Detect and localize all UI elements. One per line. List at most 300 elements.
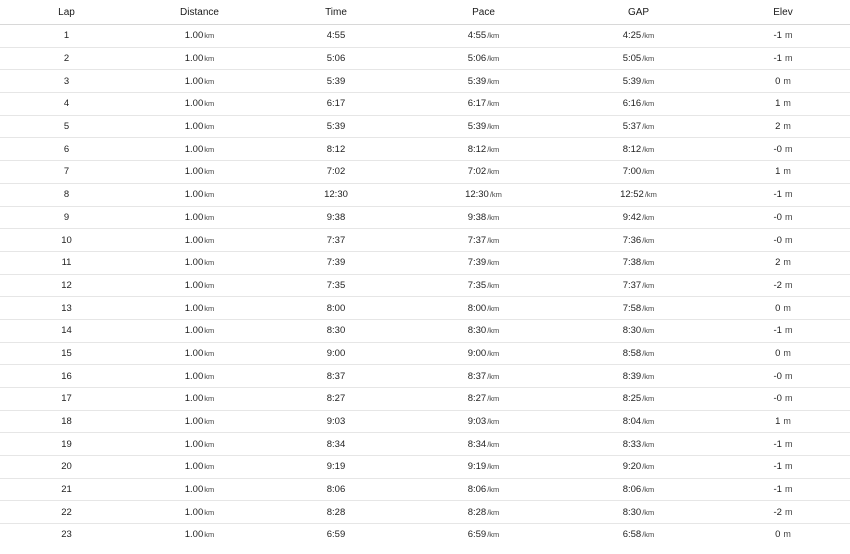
- time-cell-value: 7:35: [326, 279, 346, 291]
- gap-cell: [561, 524, 716, 546]
- lap-cell: [0, 138, 133, 161]
- lap-cell: [0, 433, 133, 456]
- lap-cell-value: 3: [63, 75, 70, 87]
- distance-cell-unit: km: [204, 99, 215, 109]
- distance-cell: [133, 524, 266, 546]
- gap-cell-value: 8:04: [622, 416, 642, 428]
- distance-cell-unit: km: [204, 258, 215, 268]
- time-cell: [266, 183, 406, 206]
- gap-cell-value: 7:58: [622, 302, 642, 314]
- time-cell: [266, 274, 406, 297]
- pace-cell-unit: /km: [487, 212, 500, 222]
- time-cell: [266, 388, 406, 411]
- pace-cell: [406, 274, 561, 297]
- elev-cell-value: 1: [775, 416, 781, 428]
- time-cell: [266, 206, 406, 229]
- distance-cell-value: 1.00: [184, 347, 204, 359]
- elev-cell: [716, 410, 850, 433]
- lap-cell-value: 11: [61, 257, 72, 269]
- pace-cell: [406, 319, 561, 342]
- distance-cell: [133, 138, 266, 161]
- time-cell: [266, 342, 406, 365]
- lap-cell: [0, 47, 133, 70]
- distance-cell-unit: km: [204, 439, 215, 449]
- distance-cell-value: 1.00: [184, 506, 204, 518]
- pace-cell-unit: /km: [487, 280, 500, 290]
- elev-cell-unit: m: [783, 98, 791, 109]
- distance-cell: [133, 183, 266, 206]
- elev-cell-unit: m: [784, 143, 793, 154]
- header-gap[interactable]: GAP: [561, 0, 716, 25]
- elev-cell-value: 0: [775, 302, 781, 314]
- distance-cell-unit: km: [204, 190, 215, 200]
- lap-cell: [0, 388, 133, 411]
- pace-cell-unit: /km: [489, 190, 502, 200]
- table-row: [0, 456, 850, 479]
- distance-cell-value: 1.00: [184, 143, 204, 155]
- distance-cell-unit: km: [204, 122, 215, 132]
- time-cell-value: 8:00: [326, 302, 346, 314]
- time-cell-value: 6:17: [326, 98, 346, 110]
- gap-cell-unit: /km: [644, 190, 657, 200]
- distance-cell: [133, 70, 266, 93]
- time-cell-value: 6:59: [326, 529, 346, 541]
- pace-cell-unit: /km: [487, 507, 500, 517]
- elev-cell: [716, 25, 850, 48]
- lap-cell-value: 13: [61, 302, 72, 314]
- distance-cell-unit: km: [204, 76, 215, 86]
- table-row: [0, 47, 850, 70]
- distance-cell: [133, 410, 266, 433]
- time-cell: [266, 297, 406, 320]
- gap-cell: [561, 93, 716, 116]
- gap-cell-value: 9:20: [622, 461, 642, 473]
- gap-cell-unit: /km: [642, 417, 655, 427]
- gap-cell: [561, 25, 716, 48]
- pace-cell-value: 8:28: [467, 506, 487, 518]
- elev-cell: [716, 388, 850, 411]
- gap-cell-value: 7:37: [622, 279, 642, 291]
- elev-cell-unit: m: [784, 370, 793, 381]
- pace-cell-unit: /km: [487, 371, 500, 381]
- time-cell-value: 8:37: [326, 370, 346, 382]
- gap-cell-unit: /km: [642, 122, 655, 132]
- distance-cell-unit: km: [204, 303, 215, 313]
- time-cell: [266, 365, 406, 388]
- distance-cell-unit: km: [204, 462, 215, 472]
- lap-cell-value: 6: [63, 143, 70, 155]
- distance-cell-value: 1.00: [184, 529, 204, 541]
- pace-cell-unit: /km: [487, 530, 500, 540]
- pace-cell-value: 8:37: [467, 370, 487, 382]
- distance-cell-value: 1.00: [184, 416, 204, 428]
- elev-cell-value: -0: [773, 143, 782, 155]
- distance-cell: [133, 251, 266, 274]
- table-row: [0, 297, 850, 320]
- gap-cell-unit: /km: [642, 144, 655, 154]
- pace-cell: [406, 161, 561, 184]
- distance-cell: [133, 342, 266, 365]
- pace-cell-value: 9:03: [467, 416, 487, 428]
- time-cell: [266, 501, 406, 524]
- distance-cell-unit: km: [204, 530, 215, 540]
- distance-cell-unit: km: [204, 348, 215, 358]
- gap-cell-value: 8:25: [622, 393, 642, 405]
- elev-cell-value: -1: [773, 325, 782, 337]
- elev-cell: [716, 251, 850, 274]
- elev-cell-unit: m: [784, 484, 793, 495]
- distance-cell: [133, 319, 266, 342]
- time-cell: [266, 93, 406, 116]
- distance-cell: [133, 297, 266, 320]
- table-row: [0, 138, 850, 161]
- gap-cell-unit: /km: [642, 54, 655, 64]
- header-lap[interactable]: Lap: [0, 0, 133, 25]
- gap-cell-value: 7:36: [622, 234, 642, 246]
- distance-cell-unit: km: [204, 235, 215, 245]
- distance-cell-value: 1.00: [184, 75, 204, 87]
- elev-cell-value: -1: [773, 461, 782, 473]
- pace-cell-value: 5:39: [467, 121, 487, 133]
- elev-cell-unit: m: [783, 302, 791, 313]
- gap-cell-unit: /km: [642, 371, 655, 381]
- gap-cell: [561, 410, 716, 433]
- pace-cell-unit: /km: [487, 417, 500, 427]
- elev-cell-unit: m: [783, 121, 791, 132]
- table-row: [0, 524, 850, 546]
- elev-cell: [716, 229, 850, 252]
- table-row: [0, 161, 850, 184]
- gap-cell: [561, 274, 716, 297]
- gap-cell: [561, 161, 716, 184]
- elev-cell-value: -0: [773, 370, 782, 382]
- distance-cell-value: 1.00: [184, 234, 204, 246]
- distance-cell-value: 1.00: [184, 279, 204, 291]
- lap-cell: [0, 251, 133, 274]
- distance-cell-unit: km: [204, 31, 215, 41]
- header-time[interactable]: Time: [266, 0, 406, 25]
- gap-cell: [561, 365, 716, 388]
- elev-cell-unit: m: [783, 75, 791, 86]
- gap-cell-value: 8:39: [622, 370, 642, 382]
- elev-cell-unit: m: [784, 393, 793, 404]
- table-row: [0, 388, 850, 411]
- pace-cell-unit: /km: [487, 348, 500, 358]
- table-row: [0, 93, 850, 116]
- gap-cell-value: 4:25: [622, 30, 642, 42]
- elev-cell-value: -2: [773, 279, 782, 291]
- distance-cell-value: 1.00: [184, 30, 204, 42]
- time-cell: [266, 25, 406, 48]
- elev-cell-unit: m: [783, 257, 791, 268]
- header-elev[interactable]: Elev: [716, 0, 850, 25]
- elev-cell-value: -1: [773, 53, 782, 65]
- lap-cell-value: 17: [61, 393, 72, 405]
- gap-cell-unit: /km: [642, 348, 655, 358]
- pace-cell: [406, 501, 561, 524]
- distance-cell-unit: km: [204, 212, 215, 222]
- lap-cell-value: 7: [63, 166, 70, 178]
- elev-cell-value: -1: [773, 484, 782, 496]
- elev-cell: [716, 365, 850, 388]
- gap-cell-value: 8:06: [622, 484, 642, 496]
- lap-cell: [0, 456, 133, 479]
- pace-cell-unit: /km: [487, 122, 500, 132]
- time-cell: [266, 229, 406, 252]
- elev-cell-value: 0: [775, 529, 781, 541]
- gap-cell-value: 9:42: [622, 211, 642, 223]
- lap-cell: [0, 410, 133, 433]
- header-pace[interactable]: Pace: [406, 0, 561, 25]
- time-cell-value: 8:34: [326, 438, 346, 450]
- elev-cell-unit: m: [783, 416, 791, 427]
- lap-cell: [0, 501, 133, 524]
- gap-cell-unit: /km: [642, 326, 655, 336]
- distance-cell: [133, 161, 266, 184]
- pace-cell-value: 6:59: [467, 529, 487, 541]
- elev-cell-value: 0: [775, 75, 781, 87]
- distance-cell-value: 1.00: [184, 98, 204, 110]
- gap-cell-unit: /km: [642, 280, 655, 290]
- time-cell-value: 9:38: [326, 211, 346, 223]
- elev-cell-unit: m: [784, 279, 793, 290]
- distance-cell-value: 1.00: [184, 461, 204, 473]
- distance-cell-unit: km: [204, 280, 215, 290]
- elev-cell-unit: m: [784, 211, 793, 222]
- elev-cell-value: -1: [773, 438, 782, 450]
- pace-cell-unit: /km: [487, 144, 500, 154]
- lap-cell: [0, 70, 133, 93]
- time-cell: [266, 161, 406, 184]
- time-cell-value: 5:39: [326, 75, 346, 87]
- table-header: [0, 0, 850, 25]
- lap-cell: [0, 161, 133, 184]
- lap-cell-value: 22: [61, 506, 72, 518]
- gap-cell-unit: /km: [642, 167, 655, 177]
- gap-cell: [561, 206, 716, 229]
- elev-cell: [716, 524, 850, 546]
- lap-cell: [0, 25, 133, 48]
- elev-cell-value: -2: [773, 506, 782, 518]
- lap-cell-value: 4: [63, 98, 70, 110]
- table-row: [0, 478, 850, 501]
- distance-cell: [133, 433, 266, 456]
- pace-cell-value: 9:00: [467, 347, 487, 359]
- distance-cell-value: 1.00: [184, 257, 204, 269]
- gap-cell: [561, 319, 716, 342]
- distance-cell-value: 1.00: [184, 302, 204, 314]
- gap-cell-value: 8:12: [622, 143, 642, 155]
- time-cell: [266, 70, 406, 93]
- lap-cell-value: 10: [61, 234, 72, 246]
- elev-cell-unit: m: [784, 461, 793, 472]
- lap-cell: [0, 206, 133, 229]
- lap-cell-value: 8: [63, 189, 70, 201]
- elev-cell: [716, 478, 850, 501]
- elev-cell: [716, 342, 850, 365]
- gap-cell: [561, 388, 716, 411]
- distance-cell-value: 1.00: [184, 370, 204, 382]
- time-cell: [266, 319, 406, 342]
- pace-cell-value: 7:39: [467, 257, 487, 269]
- distance-cell-value: 1.00: [184, 189, 204, 201]
- elev-cell: [716, 138, 850, 161]
- table-row: [0, 365, 850, 388]
- distance-cell: [133, 501, 266, 524]
- elev-cell-value: 1: [775, 98, 781, 110]
- distance-cell-value: 1.00: [184, 438, 204, 450]
- time-cell-value: 9:00: [326, 347, 346, 359]
- time-cell-value: 8:06: [326, 484, 346, 496]
- gap-cell-value: 8:58: [622, 347, 642, 359]
- lap-cell-value: 16: [61, 370, 72, 382]
- time-cell: [266, 433, 406, 456]
- lap-cell: [0, 183, 133, 206]
- time-cell-value: 8:30: [326, 325, 346, 337]
- gap-cell: [561, 138, 716, 161]
- elev-cell: [716, 501, 850, 524]
- gap-cell: [561, 478, 716, 501]
- table-row: [0, 206, 850, 229]
- gap-cell: [561, 47, 716, 70]
- lap-cell-value: 23: [61, 529, 72, 541]
- gap-cell: [561, 342, 716, 365]
- distance-cell-unit: km: [204, 326, 215, 336]
- lap-cell-value: 9: [63, 211, 70, 223]
- time-cell-value: 12:30: [324, 189, 348, 201]
- pace-cell-value: 5:39: [467, 75, 487, 87]
- distance-cell: [133, 115, 266, 138]
- gap-cell: [561, 183, 716, 206]
- elev-cell-value: 2: [775, 257, 781, 269]
- pace-cell-value: 8:12: [467, 143, 487, 155]
- gap-cell-value: 7:38: [622, 257, 642, 269]
- distance-cell-value: 1.00: [184, 211, 204, 223]
- pace-cell-value: 9:19: [467, 461, 487, 473]
- elev-cell-value: -0: [773, 211, 782, 223]
- lap-cell-value: 2: [63, 53, 70, 65]
- time-cell: [266, 410, 406, 433]
- distance-cell-unit: km: [204, 54, 215, 64]
- distance-cell-unit: km: [204, 394, 215, 404]
- elev-cell-value: -0: [773, 393, 782, 405]
- gap-cell-unit: /km: [642, 394, 655, 404]
- distance-cell: [133, 229, 266, 252]
- lap-cell-value: 19: [61, 438, 72, 450]
- header-row: [0, 0, 850, 25]
- pace-cell-unit: /km: [487, 31, 500, 41]
- table-row: [0, 183, 850, 206]
- gap-cell: [561, 297, 716, 320]
- time-cell-value: 8:12: [326, 143, 346, 155]
- gap-cell-unit: /km: [642, 507, 655, 517]
- pace-cell-value: 8:34: [467, 438, 487, 450]
- pace-cell-value: 7:02: [467, 166, 487, 178]
- gap-cell-unit: /km: [642, 439, 655, 449]
- pace-cell: [406, 365, 561, 388]
- elev-cell: [716, 70, 850, 93]
- pace-cell: [406, 183, 561, 206]
- elev-cell-unit: m: [783, 529, 791, 540]
- gap-cell: [561, 456, 716, 479]
- pace-cell: [406, 229, 561, 252]
- distance-cell-value: 1.00: [184, 325, 204, 337]
- table-body: [0, 25, 850, 546]
- pace-cell: [406, 70, 561, 93]
- table-row: [0, 319, 850, 342]
- time-cell-value: 8:27: [326, 393, 346, 405]
- pace-cell-value: 5:06: [467, 53, 487, 65]
- lap-cell-value: 14: [61, 325, 72, 337]
- distance-cell: [133, 93, 266, 116]
- distance-cell: [133, 478, 266, 501]
- lap-cell: [0, 524, 133, 546]
- pace-cell: [406, 115, 561, 138]
- elev-cell: [716, 115, 850, 138]
- elev-cell-unit: m: [784, 30, 793, 41]
- pace-cell: [406, 206, 561, 229]
- lap-cell-value: 12: [61, 279, 72, 291]
- gap-cell: [561, 115, 716, 138]
- elev-cell-unit: m: [784, 189, 793, 200]
- gap-cell-value: 12:52: [620, 189, 644, 201]
- table-row: [0, 70, 850, 93]
- gap-cell-unit: /km: [642, 485, 655, 495]
- lap-cell-value: 1: [63, 30, 70, 42]
- gap-cell: [561, 70, 716, 93]
- pace-cell-value: 7:35: [467, 279, 487, 291]
- elev-cell-value: 0: [775, 347, 781, 359]
- time-cell-value: 7:39: [326, 257, 346, 269]
- pace-cell: [406, 388, 561, 411]
- pace-cell-unit: /km: [487, 54, 500, 64]
- lap-cell: [0, 365, 133, 388]
- distance-cell-value: 1.00: [184, 484, 204, 496]
- distance-cell: [133, 365, 266, 388]
- time-cell-value: 8:28: [326, 506, 346, 518]
- gap-cell: [561, 433, 716, 456]
- distance-cell-unit: km: [204, 417, 215, 427]
- lap-cell: [0, 229, 133, 252]
- time-cell-value: 9:19: [326, 461, 346, 473]
- pace-cell-value: 7:37: [467, 234, 487, 246]
- pace-cell: [406, 297, 561, 320]
- elev-cell: [716, 297, 850, 320]
- elev-cell-unit: m: [784, 234, 793, 245]
- time-cell: [266, 524, 406, 546]
- elev-cell: [716, 319, 850, 342]
- lap-cell-value: 21: [61, 484, 72, 496]
- gap-cell-value: 5:37: [622, 121, 642, 133]
- pace-cell: [406, 478, 561, 501]
- lap-cell: [0, 274, 133, 297]
- distance-cell: [133, 47, 266, 70]
- pace-cell-value: 8:27: [467, 393, 487, 405]
- gap-cell-unit: /km: [642, 258, 655, 268]
- lap-cell: [0, 115, 133, 138]
- lap-cell-value: 15: [61, 347, 72, 359]
- pace-cell: [406, 47, 561, 70]
- elev-cell-unit: m: [783, 347, 791, 358]
- lap-cell: [0, 319, 133, 342]
- header-distance[interactable]: Distance: [133, 0, 266, 25]
- elev-cell: [716, 47, 850, 70]
- gap-cell-unit: /km: [642, 212, 655, 222]
- pace-cell-unit: /km: [487, 99, 500, 109]
- gap-cell: [561, 229, 716, 252]
- elev-cell: [716, 274, 850, 297]
- time-cell-value: 7:37: [326, 234, 346, 246]
